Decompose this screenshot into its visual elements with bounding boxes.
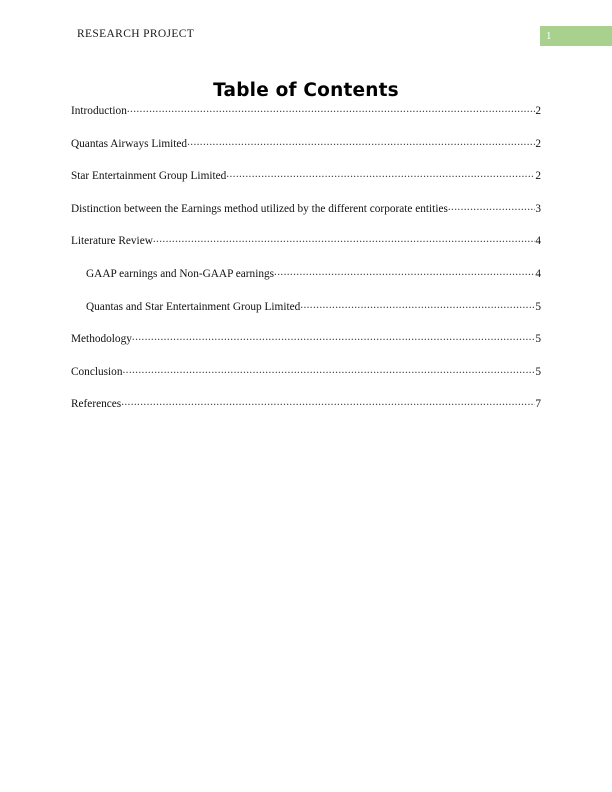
toc-entry-label: References (71, 398, 122, 411)
toc-dot-leader (127, 103, 535, 114)
toc-entry-page-number: 5 (535, 333, 541, 346)
toc-entry[interactable] (71, 299, 541, 332)
toc-dot-leader (300, 299, 535, 310)
toc-entry-label: Distinction between the Earnings method utilized by the different corporate entities (71, 202, 448, 215)
toc-entry-label: Quantas Airways Limited (71, 137, 188, 150)
toc-dot-leader (121, 396, 535, 407)
toc-entry-page-number: 2 (535, 137, 541, 150)
toc-entry[interactable] (71, 364, 541, 397)
toc-entry-label: Introduction (71, 105, 127, 117)
toc-entry-page-number: 5 (535, 300, 541, 313)
toc-dot-leader (448, 201, 535, 212)
toc-entry-page-number: 4 (535, 267, 541, 280)
toc-dot-leader (274, 266, 535, 277)
toc-entry-label: Literature Review (71, 235, 153, 248)
toc-entry-label: Star Entertainment Group Limited (71, 170, 227, 183)
toc-entry-label: GAAP earnings and Non-GAAP earnings (86, 267, 275, 280)
toc-entry-page-number: 2 (535, 105, 541, 117)
toc-entry[interactable] (71, 266, 541, 299)
toc-entry-label: Quantas and Star Entertainment Group Limited (86, 300, 301, 313)
toc-entry[interactable] (71, 201, 541, 234)
toc-dot-leader (122, 364, 535, 375)
toc-entry-label: Conclusion (71, 365, 123, 378)
toc-dot-leader (132, 331, 535, 342)
toc-dot-leader (187, 136, 535, 147)
toc-entry[interactable] (71, 396, 541, 429)
toc-entry[interactable] (71, 331, 541, 364)
toc-entry-page-number: 2 (535, 170, 541, 183)
toc-entry-page-number: 3 (535, 202, 541, 215)
table-of-contents (71, 103, 541, 429)
toc-dot-leader (226, 168, 535, 179)
toc-dot-leader (153, 233, 535, 244)
toc-entry[interactable] (71, 136, 541, 169)
header-page-number: 1 (546, 30, 552, 42)
toc-entry[interactable] (71, 168, 541, 201)
page-title: Table of Contents (213, 80, 399, 101)
header-document-title: RESEARCH PROJECT (77, 28, 195, 40)
toc-entry-page-number: 7 (535, 398, 541, 411)
page-header (0, 0, 612, 62)
toc-entry-page-number: 4 (535, 235, 541, 248)
toc-entry[interactable] (71, 233, 541, 266)
toc-entry-label: Methodology (71, 333, 132, 346)
toc-entry-page-number: 5 (535, 365, 541, 378)
toc-entry[interactable] (71, 103, 541, 136)
